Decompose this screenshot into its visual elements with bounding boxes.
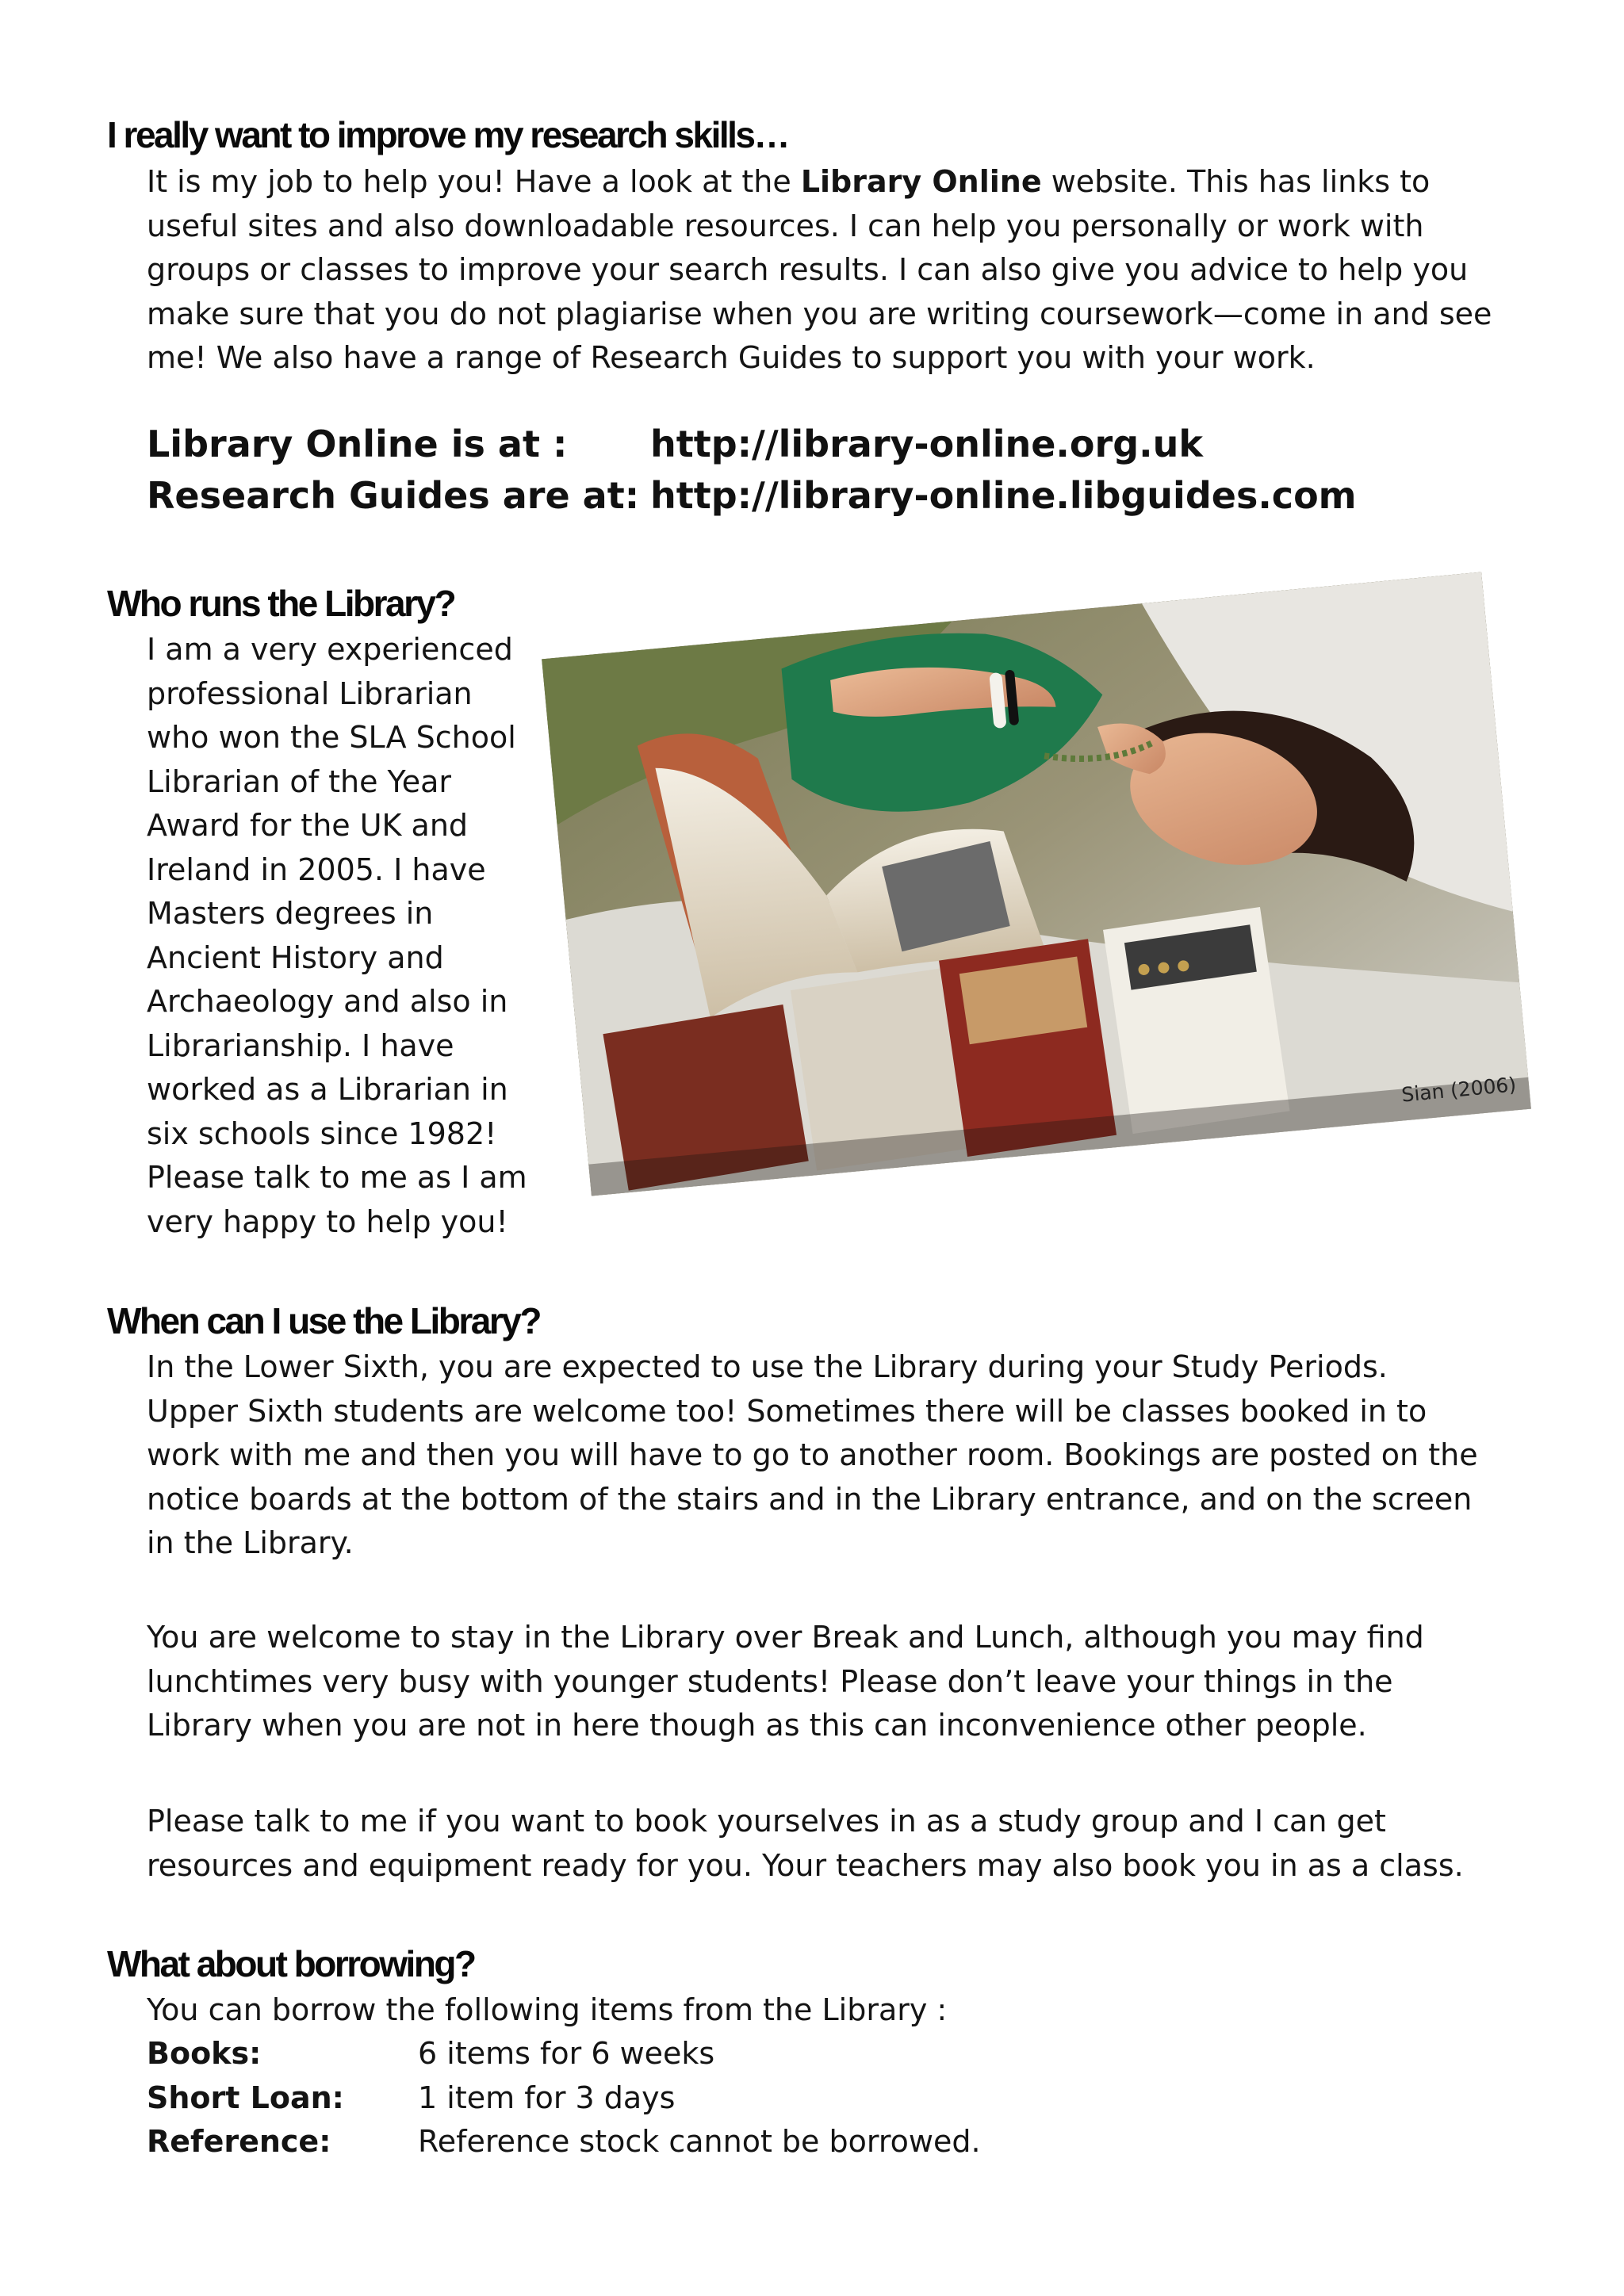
bio-line: worked as a Librarian in <box>147 1072 508 1107</box>
loan-rule: 1 item for 3 days <box>418 2080 676 2115</box>
heading-research: I really want to improve my research skills… <box>107 114 788 155</box>
loan-rules <box>147 2032 981 2164</box>
links-block <box>147 419 1357 522</box>
photo-credit: Sian (2006) <box>1400 1073 1518 1107</box>
loan-row-books <box>147 2032 981 2076</box>
library-online-url[interactable]: http://library-online.org.uk <box>650 423 1203 465</box>
photo-card <box>542 572 1531 1196</box>
loan-type: Books: <box>147 2036 262 2071</box>
bio-line: I am a very experienced <box>147 632 513 667</box>
when-paragraph-1 <box>147 1345 1478 1566</box>
link-row-research-guides <box>147 470 1357 522</box>
bio-line: who won the SLA School <box>147 720 516 755</box>
librarian-bio <box>147 628 527 1244</box>
loan-row-short-loan <box>147 2076 981 2121</box>
research-line: me! We also have a range of Research Guides to support you with your work. <box>147 340 1316 375</box>
bio-line: Ireland in 2005. I have <box>147 851 486 887</box>
paragraph-line: resources and equipment ready for you. Your teachers may also book you in as a class. <box>147 1847 1464 1883</box>
loan-rule: 6 items for 6 weeks <box>418 2036 715 2071</box>
research-line: groups or classes to improve your search results. I can also give you advice to help you <box>147 252 1469 287</box>
paragraph-line: in the Library. <box>147 1525 354 1560</box>
paragraph-line: Library when you are not in here though as this can inconvenience other people. <box>147 1708 1367 1743</box>
research-paragraph <box>147 160 1492 381</box>
loan-type: Reference: <box>147 2124 331 2159</box>
bio-line: professional Librarian <box>147 675 473 711</box>
borrowing-intro: You can borrow the following items from the Library : <box>147 1992 948 2027</box>
bio-line: Masters degrees in <box>147 896 434 931</box>
photo-student-reading <box>542 572 1531 1196</box>
paragraph-line: Upper Sixth students are welcome too! Sometimes there will be classes booked in to <box>147 1393 1427 1429</box>
bio-line: very happy to help you! <box>147 1203 508 1239</box>
paragraph-line: work with me and then you will have to go to another room. Bookings are posted on the <box>147 1437 1478 1472</box>
heading-when: When can I use the Library? <box>107 1300 540 1341</box>
link-row-library-online <box>147 419 1357 470</box>
when-paragraph-3 <box>147 1800 1464 1888</box>
bio-line: Librarian of the Year <box>147 763 451 799</box>
paragraph-line: notice boards at the bottom of the stairs and in the Library entrance, and on the screen <box>147 1481 1473 1517</box>
research-line: make sure that you do not plagiarise when you are writing coursework—come in and see <box>147 296 1492 331</box>
bio-line: Archaeology and also in <box>147 984 508 1019</box>
paragraph-line: In the Lower Sixth, you are expected to use the Library during your Study Periods. <box>147 1349 1388 1384</box>
bio-line: six schools since 1982! <box>147 1115 497 1151</box>
loan-type: Short Loan: <box>147 2080 344 2115</box>
heading-who-runs: Who runs the Library? <box>107 583 455 624</box>
paragraph-line: lunchtimes very busy with younger students! Please don’t leave your things in the <box>147 1663 1393 1699</box>
library-online-emphasis: Library Online <box>800 164 1042 199</box>
heading-borrowing: What about borrowing? <box>107 1943 475 1984</box>
bio-line: Librarianship. I have <box>147 1027 454 1063</box>
bio-line: Ancient History and <box>147 939 444 975</box>
bio-line: Please talk to me as I am <box>147 1160 527 1195</box>
loan-row-reference <box>147 2120 981 2164</box>
link-label: Research Guides are at: <box>147 474 640 517</box>
link-label: Library Online is at : <box>147 423 568 465</box>
when-paragraph-2 <box>147 1616 1424 1748</box>
research-line: useful sites and also downloadable resources. I can help you personally or work with <box>147 208 1424 243</box>
photo-illustration <box>542 572 1531 1196</box>
research-guides-url[interactable]: http://library-online.libguides.com <box>650 474 1357 517</box>
loan-rule: Reference stock cannot be borrowed. <box>418 2124 981 2159</box>
paragraph-line: Please talk to me if you want to book yourselves in as a study group and I can get <box>147 1804 1386 1839</box>
paragraph-line: You are welcome to stay in the Library over Break and Lunch, although you may find <box>147 1620 1424 1655</box>
bio-line: Award for the UK and <box>147 808 469 843</box>
research-line: It is my job to help you! Have a look at the Library Online website. This has links to <box>147 164 1431 199</box>
